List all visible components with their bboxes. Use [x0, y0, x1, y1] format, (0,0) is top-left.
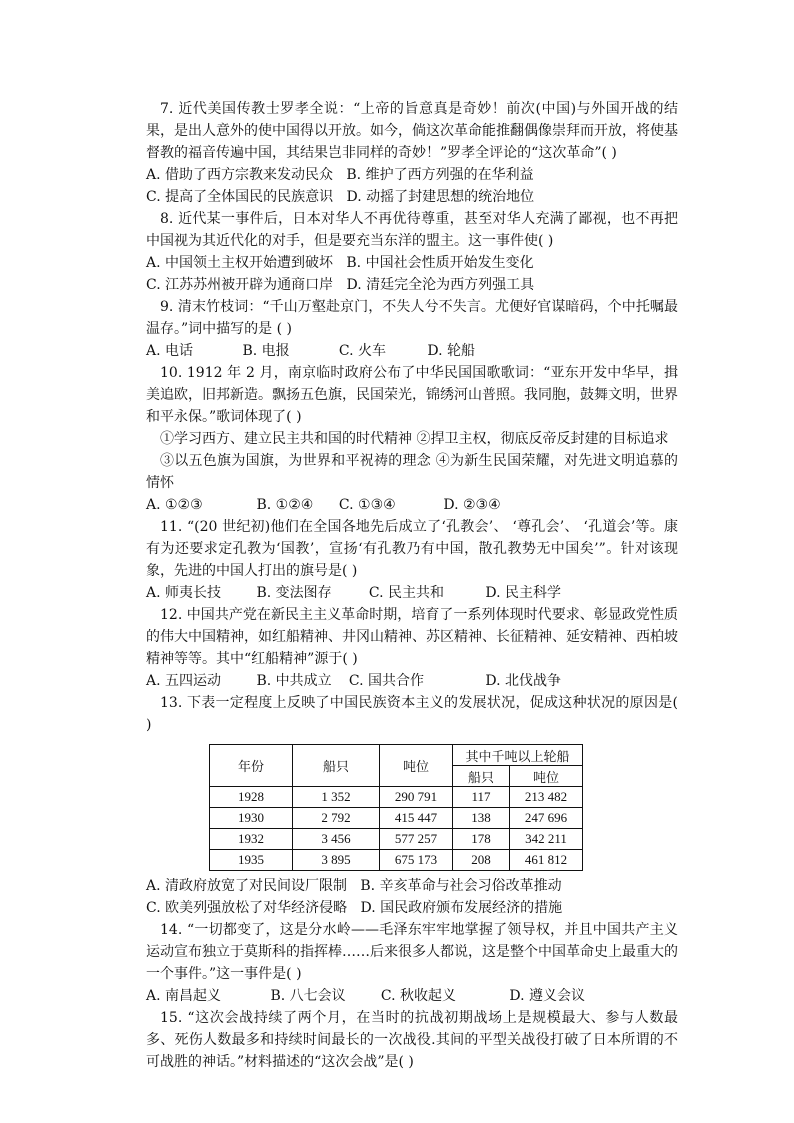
table-row: [210, 829, 583, 850]
question-12-stem: 12. 中国共产党在新民主主义革命时期，培育了一系列体现时代要求、彰显政党性质的伟大中国精神，如红船精神、井冈山精神、苏区精神、长征精神、延安精神、西柏坡精神等等。其中“红船精神”源于( ): [146, 607, 678, 667]
table-cell: 1 352: [293, 787, 380, 808]
question-14-stem: 14. “一切都变了，这是分水岭——毛泽东牢牢地掌握了领导权，并且中国共产主义运动宣布独立于莫斯科的指挥棒……后来很多人都说，这是整个中国革命史上最重大的一个事件。”这一事件是( ): [146, 922, 678, 982]
table-subheader-tonnage: 吨位: [510, 766, 583, 787]
question-9-option-a: A. 电话: [146, 343, 194, 359]
question-8-options-row-2: [146, 274, 678, 296]
question-8-option-b: B. 中国社会性质开始发生变化: [346, 255, 534, 271]
table-cell: 1932: [210, 829, 293, 850]
question-11-option-b: B. 变法图存: [256, 585, 332, 601]
table-cell: 178: [453, 829, 510, 850]
question-13-option-b: B. 辛亥革命与社会习俗改革推动: [360, 878, 562, 894]
question-8-option-a: A. 中国领土主权开始遭到破坏: [146, 255, 334, 271]
question-7-options-row-2: [146, 186, 678, 208]
table-cell: 342 211: [510, 829, 583, 850]
table-cell: 247 696: [510, 808, 583, 829]
question-13-option-d: D. 国民政府颁布发展经济的措施: [360, 900, 563, 916]
shipping-data-table: [209, 744, 583, 871]
table-cell: 461 812: [510, 850, 583, 871]
question-13-stem: 13. 下表一定程度上反映了中国民族资本主义的发展状况，促成这种状况的原因是( ): [146, 695, 678, 733]
question-14-option-b: B. 八七会议: [270, 988, 346, 1004]
question-11-option-d: D. 民主科学: [485, 585, 561, 601]
question-9-stem: 9. 清末竹枝词：“千山万壑赴京门，不失人兮不失言。尤便好官谋暗码，个中托嘱最温存。”词中描写的是 ( ): [146, 299, 678, 337]
question-7-option-a: A. 借助了西方宗教来发动民众: [146, 167, 334, 183]
question-12-option-b: B. 中共成立: [256, 673, 332, 689]
question-8-options-row-1: [146, 252, 678, 274]
question-12-option-c: C. 国共合作: [348, 673, 425, 689]
question-13-options-row-1: [146, 875, 678, 897]
table-cell: 213 482: [510, 787, 583, 808]
question-14-option-a: A. 南昌起义: [146, 988, 222, 1004]
table-cell: 675 173: [380, 850, 453, 871]
question-12-option-d: D. 北伐战争: [485, 673, 561, 689]
table-header-year: 年份: [210, 745, 293, 787]
question-7-stem: 7. 近代美国传教士罗孝全说：“上帝的旨意真是奇妙！前次(中国)与外国开战的结果，是出人意外的使中国得以开放。如今，倘这次革命能推翻偶像崇拜而开放，将使基督教的福音传遍中国，其结果岂非同样的奇妙！”罗孝全评论的“这次革命”( ): [146, 101, 678, 161]
question-11-options: [146, 582, 678, 604]
question-11-option-a: A. 师夷长技: [146, 585, 222, 601]
question-11-stem: 11. “(20 世纪初)他们在全国各地先后成立了‘孔教会’、 ‘尊孔会’、 ‘孔道会’等。康有为还要求定孔教为‘国教’，宣扬‘有孔教乃有中国，散孔教势无中国矣’”。针对该现象，先进的中国人打出的旗号是( ): [146, 519, 678, 579]
table-row: [210, 787, 583, 808]
exam-page: [146, 98, 678, 1073]
question-14-option-c: C. 秋收起义: [380, 988, 457, 1004]
question-10-option-d: D. ②③④: [443, 497, 501, 513]
table-cell: 1935: [210, 850, 293, 871]
table-cell: 138: [453, 808, 510, 829]
question-10-option-c: C. ①③④: [338, 497, 396, 513]
table-cell: 1928: [210, 787, 293, 808]
question-7-option-d: D. 动摇了封建思想的统治地位: [346, 189, 535, 205]
question-10-option-a: A. ①②③: [146, 497, 203, 513]
table-subheader-ships: 船只: [453, 766, 510, 787]
question-15-stem: 15. “这次会战持续了两个月，在当时的抗战初期战场上是规模最大、参与人数最多、死伤人数最多和持续时间最长的一次战役.其间的平型关战役打破了日本所谓的不可战胜的神话。”材料描述的“这次会战”是( ): [146, 1010, 678, 1070]
question-11-option-c: C. 民主共和: [368, 585, 445, 601]
question-7-options-row-1: [146, 164, 678, 186]
question-9-option-b: B. 电报: [242, 343, 290, 359]
table-cell: 117: [453, 787, 510, 808]
question-14-options: [146, 985, 678, 1007]
table-cell: 208: [453, 850, 510, 871]
question-10-option-b: B. ①②④: [256, 497, 314, 513]
question-10-item-1: ①学习西方、建立民主共和国的时代精神 ②捍卫主权，彻底反帝反封建的目标追求: [160, 431, 669, 447]
question-10-stem: 10. 1912 年 2 月，南京临时政府公布了中华民国国歌歌词：“亚东开发中华早，揖美追欧，旧邦新造。飘扬五色旗，民国荣光，锦绣河山普照。我同胞，鼓舞文明，世界和平永保。”歌词体现了( ): [146, 365, 678, 425]
table-cell: 3 456: [293, 829, 380, 850]
question-12-option-a: A. 五四运动: [146, 673, 222, 689]
question-13-option-c: C. 欧美列强放松了对华经济侵略: [146, 900, 348, 916]
question-12-options: [146, 670, 678, 692]
question-7-option-c: C. 提高了全体国民的民族意识: [146, 189, 334, 205]
table-header-ships: 船只: [293, 745, 380, 787]
question-9-option-c: C. 火车: [338, 343, 387, 359]
question-9-option-d: D. 轮船: [427, 343, 475, 359]
question-13-option-a: A. 清政府放宽了对民间设厂限制: [146, 878, 348, 894]
table-cell: 3 895: [293, 850, 380, 871]
question-10-options: [146, 494, 678, 516]
table-header-large-ships: 其中千吨以上轮船: [453, 745, 583, 766]
question-7-option-b: B. 维护了西方列强的在华利益: [346, 167, 534, 183]
table-row: [210, 850, 583, 871]
table-cell: 577 257: [380, 829, 453, 850]
question-10-item-2: ③以五色旗为国旗，为世界和平祝祷的理念 ④为新生民国荣耀，对先进文明追慕的情怀: [146, 453, 678, 491]
table-cell: 290 791: [380, 787, 453, 808]
table-cell: 2 792: [293, 808, 380, 829]
question-8-option-d: D. 清廷完全沦为西方列强工具: [346, 277, 535, 293]
question-9-options: [146, 340, 678, 362]
table-header-tonnage: 吨位: [380, 745, 453, 787]
table-cell: 415 447: [380, 808, 453, 829]
question-13-options-row-2: [146, 897, 678, 919]
question-8-option-c: C. 江苏苏州被开辟为通商口岸: [146, 277, 334, 293]
table-row: [210, 808, 583, 829]
question-14-option-d: D. 遵义会议: [509, 988, 585, 1004]
table-cell: 1930: [210, 808, 293, 829]
question-8-stem: 8. 近代某一事件后，日本对华人不再优待尊重，甚至对华人充满了鄙视，也不再把中国视为其近代化的对手，但是要充当东洋的盟主。这一事件使( ): [146, 211, 678, 249]
table-header-row: [210, 745, 583, 766]
